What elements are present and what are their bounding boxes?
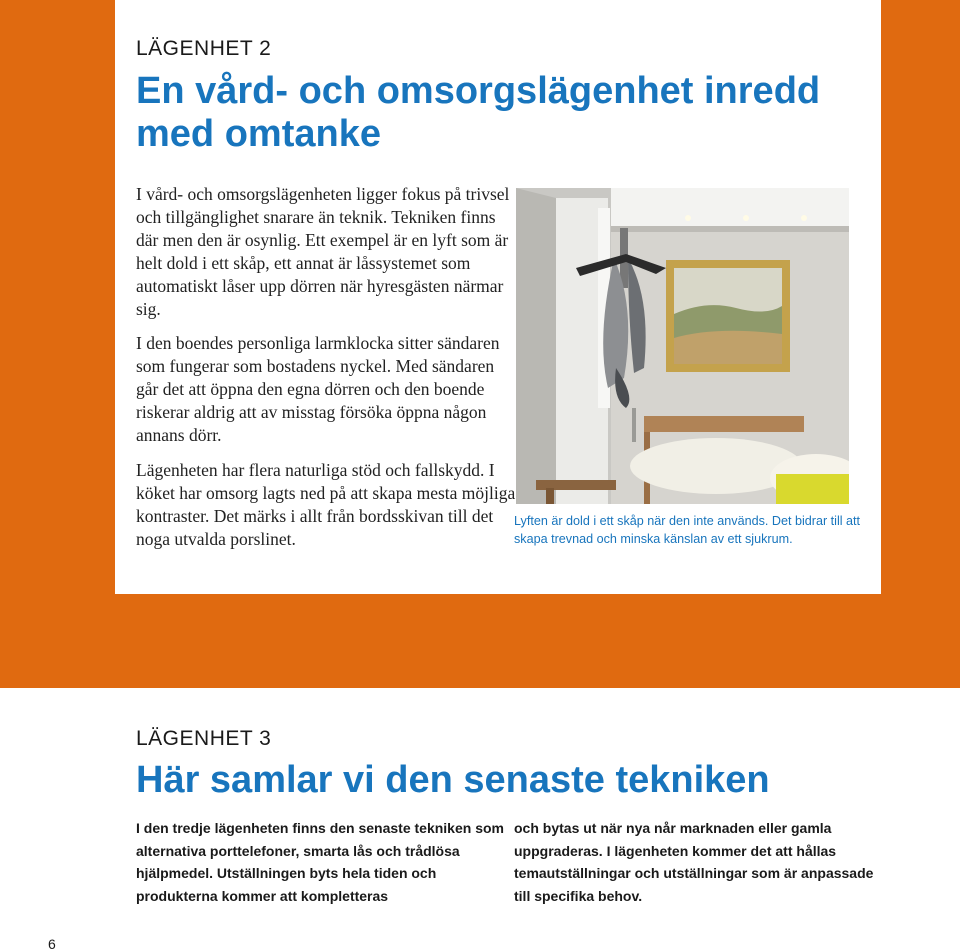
photo-caption: Lyften är dold i ett skåp när den inte används. Det bidrar till att skapa trevnad och minska känslan av ett sjukrum. — [514, 514, 861, 546]
section-2-headline: En vård- och omsorgslägenhet inredd med omtanke — [136, 70, 821, 155]
section-3-kicker: LÄGENHET 3 — [136, 727, 272, 750]
section-2-paragraph-1: I vård- och omsorgslägenheten ligger fokus på trivsel och tillgänglighet snarare än teknik. Tekniken finns där men den är osynlig. Ett exempel är en lyft som är helt dold i ett skåp, ett annat är låssystemet som automatiskt låser upp dörren när hyresgästen närmar sig. — [136, 184, 510, 319]
page-number: 6 — [48, 936, 56, 951]
bedroom-lift-photo — [516, 188, 849, 504]
section-2-paragraph-3: Lägenheten har flera naturliga stöd och fallskydd. I köket har omsorg lagts ned på att skapa mesta möjliga kontraster. Det märks i allt från bordsskivan till det noga utvalda porslinet. — [136, 460, 516, 549]
section-2-paragraph-2: I den boendes personliga larmklocka sitter sändaren som fungerar som bostadens nyckel. Med sändaren går det att öppna den egna dörren och den boende riskerar aldrig att av misstag försöka öppna någon annans dörr. — [136, 333, 500, 445]
section-3-column-1: I den tredje lägenheten finns den senaste tekniken som alternativa porttelefoner, smarta lås och trådlösa hjälpmedel. Utställningen byts hela tiden och produkterna kommer att kompletteras — [136, 820, 504, 904]
section-3-headline: Här samlar vi den senaste tekniken — [136, 759, 770, 801]
section-2-kicker: LÄGENHET 2 — [136, 37, 272, 60]
section-3-column-2: och bytas ut när nya når marknaden eller gamla uppgraderas. I lägenheten kommer det att hållas temautställningar och utställningar som är anpassade till specifika behov. — [514, 820, 874, 904]
